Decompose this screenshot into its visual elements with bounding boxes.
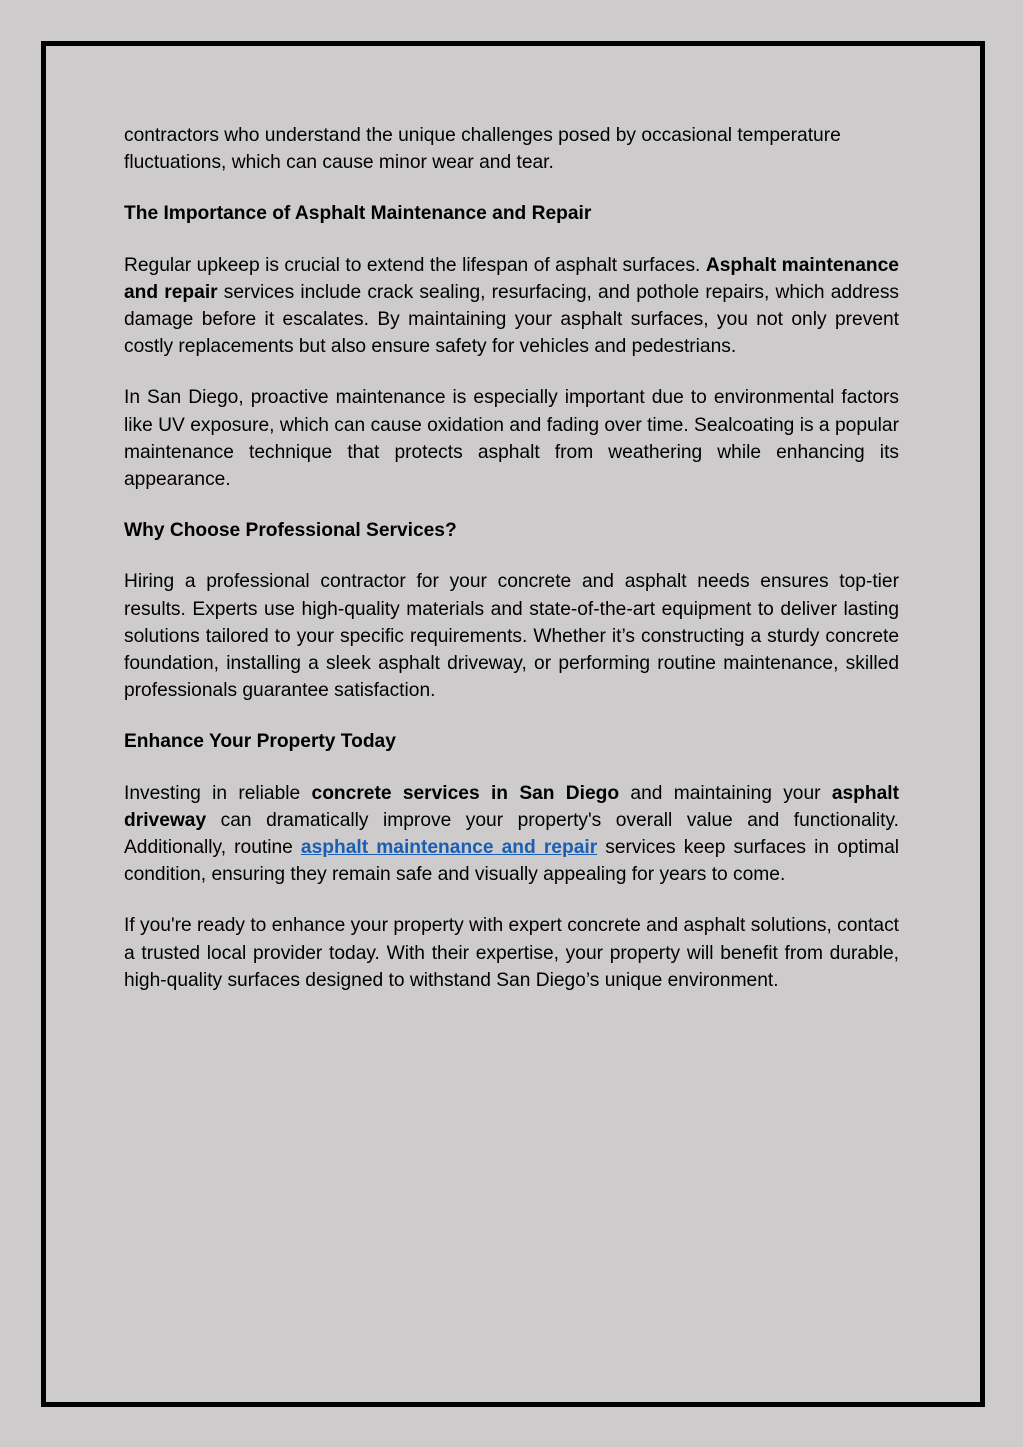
intro-paragraph: contractors who understand the unique challenges posed by occasional temperature fluctuations, which can cause minor wear and tear. [124, 125, 841, 174]
paragraph-ready-to-enhance: If you're ready to enhance your property with expert concrete and asphalt solutions, contact a trusted local provider today. With their expertise, your property will benefit from durable, high-quality surfaces designed to withstand San Diego’s unique environment. [124, 915, 899, 991]
paragraph-investing [124, 780, 899, 889]
bold-text-concrete-services: concrete services in San Diego [311, 782, 620, 804]
section-heading-enhance-property: Enhance Your Property Today [124, 731, 396, 753]
paragraph-san-diego-maintenance: In San Diego, proactive maintenance is especially important due to environmental factors like UV exposure, which can cause oxidation and fading over time. Sealcoating is a popular maintenance technique that protects asphalt from weathering while enhancing its appearance. [124, 387, 899, 491]
text-run: Investing in reliable [124, 782, 312, 804]
document-body [124, 122, 899, 1018]
text-run: services include crack sealing, resurfacing, and pothole repairs, which address damage before it escalates. By maintaining your asphalt surfaces, you not only prevent costly replacements but also ensure safety for vehicles and pedestrians. [124, 281, 900, 358]
bold-text-asphalt-driveway: asphalt driveway [124, 782, 900, 831]
text-run: can dramatically improve your property's overall value and functionality. Additionally, routine [124, 809, 899, 859]
section-heading-asphalt-maintenance: The Importance of Asphalt Maintenance and Repair [124, 203, 592, 225]
text-run: Regular upkeep is crucial to extend the lifespan of asphalt surfaces. [124, 254, 706, 276]
paragraph-hiring-professional: Hiring a professional contractor for your concrete and asphalt needs ensures top-tier results. Experts use high-quality materials and state-of-the-art equipment to deliver lasting solutions tailored to your specific requirements. Whether it’s constructing a sturdy concrete foundation, installing a sleek asphalt driveway, or performing routine maintenance, skilled professionals guarantee satisfaction. [124, 571, 899, 702]
text-run: services keep surfaces in optimal condition, ensuring they remain safe and visually appealing for years to come. [124, 837, 899, 886]
section-heading-professional-services: Why Choose Professional Services? [124, 520, 457, 542]
paragraph-regular-upkeep [124, 252, 899, 361]
text-run: and maintaining your [619, 782, 832, 804]
bold-text-asphalt-maintenance: Asphalt maintenance and repair [124, 254, 899, 303]
link-asphalt-maintenance-repair[interactable]: asphalt maintenance and repair [300, 837, 598, 859]
